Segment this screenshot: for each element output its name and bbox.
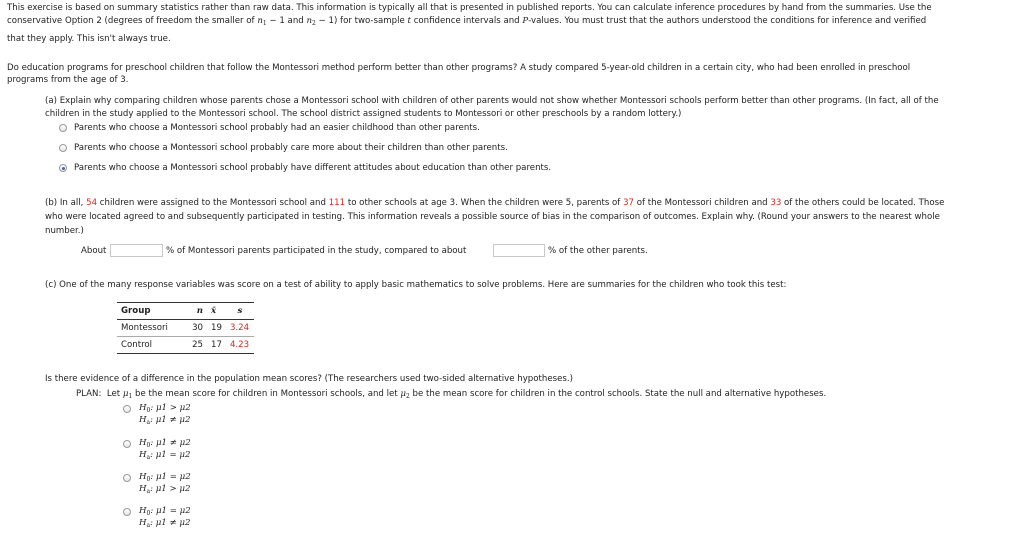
header-n: n xyxy=(187,303,207,320)
part-b-line-3: number.) xyxy=(45,226,84,236)
header-mean: x̄ xyxy=(207,303,226,320)
montessori-percent-input[interactable] xyxy=(110,244,163,257)
part-b-line-1: (b) In all, 54 children were assigned to the Montessori school and 111 to other schools at age 3. When the children were 5, parents of 37 of the Montessori children and 33 of the others could be located. Those xyxy=(45,198,945,208)
n1-symbol: $n_1$ xyxy=(257,16,267,27)
summary-table xyxy=(117,302,254,354)
hypothesis-option-3-ha: $H_a$: μ1 > μ2 xyxy=(139,484,191,495)
table-row: Control 25 17 4.23 xyxy=(117,337,254,354)
hypothesis-option-2-radio[interactable] xyxy=(123,440,131,448)
part-a-option-2-radio[interactable] xyxy=(59,144,67,152)
hypothesis-option-4-radio[interactable] xyxy=(123,508,131,516)
hypothesis-option-4-h0: $H_0$: μ1 = μ2 xyxy=(139,506,191,517)
montessori-percent-text: % of Montessori parents participated in the study, compared to about xyxy=(166,246,467,256)
part-a-line-2: children in the study applied to the Montessori school. The school district assigned students to Montessori or other preschools by a random lottery.) xyxy=(45,109,682,119)
hypothesis-option-1-h0: $H_0$: μ1 > μ2 xyxy=(139,403,191,414)
intro-line-2: conservative Option 2 (degrees of freedom the smaller of $n_1 - 1$ and $n_2 - 1$) for two-sample t confidence intervals and P-values. You must trust that the authors understood the conditions for inference and verified xyxy=(7,16,927,27)
part-a-option-1-radio[interactable] xyxy=(59,124,67,132)
table-row: Montessori 30 19 3.24 xyxy=(117,320,254,337)
located-montessori: 37 xyxy=(623,198,635,208)
hypothesis-option-4-ha: $H_a$: μ1 ≠ μ2 xyxy=(139,518,191,529)
plan-line: PLAN: Let $\mu_1$ be the mean score for children in Montessori schools, and let $\mu_2$ be the mean score for children in the control schools. State the null and alternative hypotheses. xyxy=(76,389,827,400)
intro-line-1: This exercise is based on summary statistics rather than raw data. This information is typically all that is presented in published reports. You can calculate inference procedures by hand from the summaries. Use the xyxy=(7,3,932,13)
question-line-2: programs from the age of 3. xyxy=(7,75,129,85)
n2-symbol: $n_2$ xyxy=(306,16,316,27)
n-montessori: 54 xyxy=(86,198,98,208)
part-b-line-2: who were located agreed to and subsequently participated in testing. This information reveals a possible source of bias in the comparison of outcomes. Explain why. (Round your answers to the nearest whole xyxy=(45,212,940,222)
other-percent-text: % of the other parents. xyxy=(548,246,648,256)
part-a-option-1-label: Parents who choose a Montessori school probably had an easier childhood than other parents. xyxy=(74,123,480,133)
part-c-text: (c) One of the many response variables was score on a test of ability to apply basic mathematics to solve problems. Here are summaries for the children who took this test: xyxy=(45,280,787,290)
hypothesis-option-2-h0: $H_0$: μ1 ≠ μ2 xyxy=(139,438,191,449)
part-a-option-3-label: Parents who choose a Montessori school probably have different attitudes about education than other parents. xyxy=(74,163,552,173)
part-a-line-1: (a) Explain why comparing children whose parents chose a Montessori school with children of other parents would not show whether Montessori schools perform better than other programs. (In fact, all of the xyxy=(45,96,939,106)
intro-line-3: that they apply. This isn't always true. xyxy=(7,34,171,44)
hypothesis-option-1-radio[interactable] xyxy=(123,405,131,413)
hypothesis-option-2-ha: $H_a$: μ1 = μ2 xyxy=(139,450,191,461)
hypothesis-option-3-radio[interactable] xyxy=(123,474,131,482)
hypothesis-option-3-h0: $H_0$: μ1 = μ2 xyxy=(139,472,191,483)
other-percent-input[interactable] xyxy=(493,244,545,257)
about-label: About xyxy=(81,246,107,256)
located-other: 33 xyxy=(770,198,782,208)
header-s: s xyxy=(226,303,254,320)
hypothesis-option-1-ha: $H_a$: μ1 ≠ μ2 xyxy=(139,415,191,426)
header-group: Group xyxy=(117,303,187,320)
question-line-1: Do education programs for preschool children that follow the Montessori method perform better than other programs? A study compared 5-year-old children in a certain city, who had been enrolled in preschool xyxy=(7,63,911,73)
evidence-question: Is there evidence of a difference in the population mean scores? (The researchers used two-sided alternative hypotheses.) xyxy=(45,374,573,384)
part-a-option-2-label: Parents who choose a Montessori school probably care more about their children than other parents. xyxy=(74,143,508,153)
part-a-option-3-radio[interactable] xyxy=(59,164,67,172)
n-other: 111 xyxy=(328,198,346,208)
table-header-row xyxy=(117,303,254,320)
